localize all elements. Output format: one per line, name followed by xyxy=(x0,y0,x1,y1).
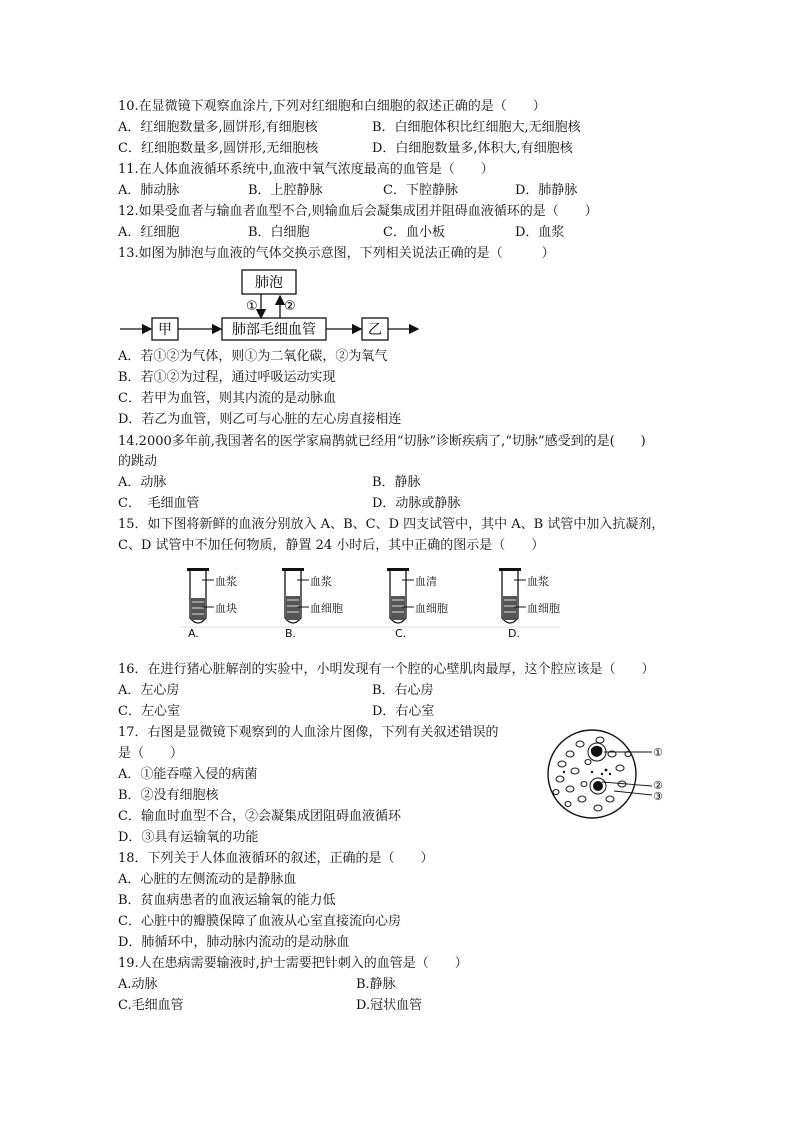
q14-option-b: B．静脉 xyxy=(372,475,421,490)
q11-option-d: D．肺静脉 xyxy=(515,183,578,198)
smear-label-3: ③ xyxy=(653,790,663,803)
q11-option-c: C．下腔静脉 xyxy=(383,183,458,198)
q19-option-d: D.冠状血管 xyxy=(356,998,423,1013)
smear-label-1: ① xyxy=(653,746,663,759)
arrow-1-label: ① xyxy=(246,299,258,314)
alveolus-label: 肺泡 xyxy=(255,275,283,291)
tube-a-letter: A. xyxy=(188,627,199,640)
test-tubes-figure xyxy=(180,566,560,642)
q18-option-c: C．心脏中的瓣膜保障了血液从心室直接流向心房 xyxy=(118,914,401,929)
q17-option-c: C．输血时血型不合，②会凝集成团阻碍血液循环 xyxy=(118,809,401,824)
tube-a-bottom-label: 血块 xyxy=(215,602,237,615)
q17-option-a: A．①能吞噬入侵的病菌 xyxy=(118,767,258,782)
q16-option-d: D．右心室 xyxy=(372,704,435,719)
q13-option-a: A．若①②为气体，则①为二氧化碳，②为氧气 xyxy=(118,349,388,364)
tube-b-bottom-label: 血细胞 xyxy=(310,602,343,615)
q14-stem: 14.2000多年前,我国著名的医学家扁鹊就已经用“切脉”诊断疾病了,“切脉”感受到的是( ) xyxy=(118,434,646,449)
tube-c-bottom-label: 血细胞 xyxy=(415,602,448,615)
yi-label: 乙 xyxy=(368,322,382,338)
tube-c-top-label: 血清 xyxy=(415,575,437,588)
tube-a-top-label: 血浆 xyxy=(215,575,237,588)
q14-option-c: C． 毛细血管 xyxy=(118,496,200,511)
q13-option-b: B．若①②为过程，通过呼吸运动实现 xyxy=(118,370,336,385)
q10-option-c: C．红细胞数量多,圆饼形,无细胞核 xyxy=(118,141,319,156)
jia-label: 甲 xyxy=(158,322,172,338)
q13-option-c: C．若甲为血管，则其内流的是动脉血 xyxy=(118,391,336,406)
q10-option-d: D．白细胞数量多,体积大,有细胞核 xyxy=(372,141,573,156)
tube-d xyxy=(499,568,526,623)
q16-option-b: B．右心房 xyxy=(372,683,434,698)
q19-option-b: B.静脉 xyxy=(356,977,396,992)
q17-stem-cont: 是（ ） xyxy=(118,746,184,761)
q12-stem: 12.如果受血者与输血者血型不合,则输血后会凝集成团并阻碍血液循环的是（ ） xyxy=(118,204,598,219)
capillary-label: 肺部毛细血管 xyxy=(232,322,316,338)
q13-stem: 13.如图为肺泡与血液的气体交换示意图，下列相关说法正确的是（ ） xyxy=(118,246,555,261)
tube-b xyxy=(282,568,309,623)
q17-stem: 17．右图是显微镜下观察到的人血涂片图像，下列有关叙述错误的 xyxy=(118,725,499,740)
q10-stem: 10.在显微镜下观察血涂片,下列对红细胞和白细胞的叙述正确的是（ ） xyxy=(118,99,546,114)
tube-d-letter: D. xyxy=(508,627,520,640)
q11-stem: 11.在人体血液循环系统中,血液中氧气浓度最高的血管是（ ） xyxy=(118,162,494,177)
q19-stem: 19.人在患病需要输液时,护士需要把针刺入的血管是（ ） xyxy=(118,956,468,971)
q14-option-d: D．动脉或静脉 xyxy=(372,496,461,511)
q14-option-a: A．动脉 xyxy=(118,475,167,490)
q16-stem: 16．在进行猪心脏解剖的实验中，小明发现有一个腔的心壁肌肉最厚，这个腔应该是（ ） xyxy=(118,662,655,677)
tube-d-bottom-label: 血细胞 xyxy=(527,602,560,615)
q11-option-a: A．肺动脉 xyxy=(118,183,180,198)
q17-option-b: B．②没有细胞核 xyxy=(118,788,219,803)
tube-b-letter: B. xyxy=(285,627,297,640)
q10-option-b: B．白细胞体积比红细胞大,无细胞核 xyxy=(372,120,581,135)
blood-smear-figure xyxy=(540,724,690,820)
tube-a xyxy=(187,568,214,623)
q16-option-c: C．左心室 xyxy=(118,704,180,719)
q12-option-c: C．血小板 xyxy=(383,225,445,240)
q12-option-a: A．红细胞 xyxy=(118,225,180,240)
tube-d-top-label: 血浆 xyxy=(527,575,549,588)
q17-option-d: D．③具有运输氧的功能 xyxy=(118,830,259,845)
q16-option-a: A．左心房 xyxy=(118,683,180,698)
q18-option-d: D．肺循环中，肺动脉内流动的是动脉血 xyxy=(118,935,350,950)
tube-b-top-label: 血浆 xyxy=(310,575,332,588)
smear-label-2: ② xyxy=(653,779,663,792)
tube-c xyxy=(387,568,414,623)
q11-option-b: B．上腔静脉 xyxy=(248,183,323,198)
q18-option-b: B．贫血病患者的血液运输氧的能力低 xyxy=(118,893,336,908)
q18-option-a: A．心脏的左侧流动的是静脉血 xyxy=(118,872,297,887)
q12-option-d: D．血浆 xyxy=(515,225,565,240)
q14-stem-cont: 的跳动 xyxy=(118,454,158,469)
q19-option-c: C.毛细血管 xyxy=(118,998,184,1013)
q12-option-b: B．白细胞 xyxy=(248,225,310,240)
arrow-2-label: ② xyxy=(284,299,296,314)
q19-option-a: A.动脉 xyxy=(118,977,158,992)
q15-stem: 15．如下图将新鲜的血液分别放入 A、B、C、D 四支试管中，其中 A、B 试管中加入抗凝剂， xyxy=(118,517,665,532)
q10-option-a: A．红细胞数量多,圆饼形,有细胞核 xyxy=(118,120,318,135)
alveolus-capillary-diagram xyxy=(118,266,428,342)
tube-c-letter: C. xyxy=(395,627,407,640)
q18-stem: 18．下列关于人体血液循环的叙述，正确的是（ ） xyxy=(118,851,434,866)
q13-option-d: D．若乙为血管，则乙可与心脏的左心房直接相连 xyxy=(118,412,402,427)
q15-stem-cont: C、D 试管中不加任何物质，静置 24 小时后，其中正确的图示是（ ） xyxy=(118,538,545,553)
